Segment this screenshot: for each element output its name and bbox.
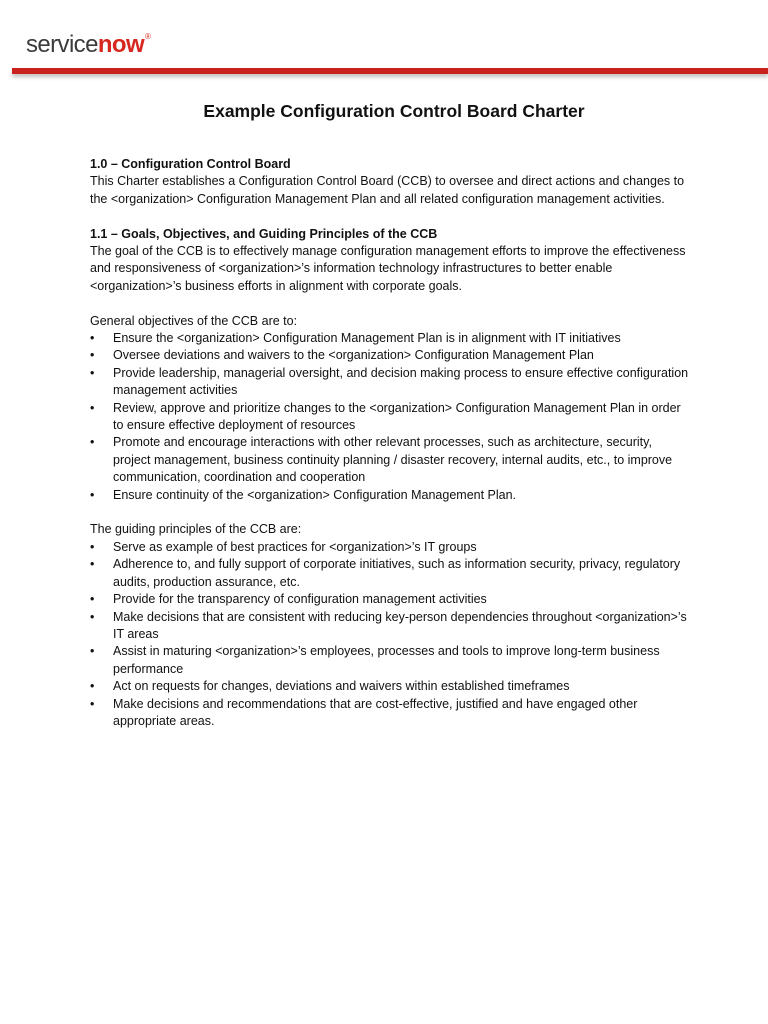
servicenow-logo	[26, 33, 150, 57]
principles-block	[90, 521, 690, 730]
objectives-list	[90, 330, 690, 504]
list-item	[90, 487, 690, 504]
list-item	[90, 539, 690, 556]
list-item-text: Assist in maturing <organization>’s employees, processes and tools to improve long-term business performance	[113, 644, 660, 676]
bullet-icon: •	[90, 696, 95, 711]
section-ccb	[90, 156, 690, 208]
bullet-icon: •	[90, 644, 95, 659]
bullet-icon: •	[90, 557, 95, 572]
bullet-icon: •	[90, 331, 95, 346]
objectives-block	[90, 313, 690, 504]
list-item-text: Oversee deviations and waivers to the <organization> Configuration Management Plan	[113, 348, 594, 363]
page-header	[0, 0, 768, 76]
list-item	[90, 347, 690, 364]
principles-intro: The guiding principles of the CCB are:	[90, 522, 302, 537]
bullet-icon: •	[90, 679, 95, 694]
header-divider	[12, 68, 768, 74]
list-item-text: Make decisions and recommendations that are cost-effective, justified and have engaged other appropriate areas.	[113, 696, 638, 728]
list-item-text: Review, approve and prioritize changes to the <organization> Configuration Management Plan in order to ensure effective deployment of resources	[113, 400, 681, 433]
logo-registered-mark: ®	[145, 32, 151, 41]
list-item-text: Ensure continuity of the <organization> Configuration Management Plan.	[113, 487, 517, 502]
list-item	[90, 556, 690, 591]
logo-service-text: service	[26, 31, 98, 58]
bullet-icon: •	[90, 365, 95, 380]
principles-list	[90, 539, 690, 730]
bullet-icon: •	[90, 400, 95, 415]
list-item	[90, 643, 690, 678]
list-item	[90, 400, 690, 435]
logo-now-text: now	[97, 31, 145, 58]
list-item	[90, 330, 690, 347]
list-item-text: Adherence to, and fully support of corporate initiatives, such as information security, privacy, regulatory audits, production assurance, etc.	[113, 557, 681, 589]
section-goals	[90, 226, 690, 296]
list-item	[90, 609, 690, 644]
list-item-text: Make decisions that are consistent with reducing key-person dependencies throughout <organization>’s IT areas	[113, 609, 687, 641]
list-item-text: Provide leadership, managerial oversight, and decision making process to ensure effective configuration management activities	[113, 365, 689, 398]
section-heading: 1.1 – Goals, Objectives, and Guiding Principles of the CCB	[90, 226, 438, 241]
list-item-text: Serve as example of best practices for <organization>’s IT groups	[113, 539, 477, 554]
document-body	[90, 98, 690, 748]
list-item	[90, 434, 690, 486]
list-item-text: Provide for the transparency of configuration management activities	[113, 592, 487, 607]
list-item-text: Promote and encourage interactions with other relevant processes, such as architecture, security, project management, business continuity planning / disaster recovery, internal audits, etc., to improve communication, coordination and cooperation	[113, 435, 673, 485]
section-paragraph: The goal of the CCB is to effectively manage configuration management efforts to improve the effectiveness and responsiveness of <organization>’s information technology infrastructures to better enable <organization>’s business efforts in alignment with corporate goals.	[90, 244, 686, 293]
list-item	[90, 696, 690, 731]
section-paragraph: This Charter establishes a Configuration Control Board (CCB) to oversee and direct actions and changes to the <organization> Configuration Management Plan and all related configuration management activities.	[90, 174, 685, 206]
bullet-icon: •	[90, 609, 95, 624]
list-item	[90, 678, 690, 695]
section-heading: 1.0 – Configuration Control Board	[90, 157, 291, 171]
bullet-icon: •	[90, 539, 95, 554]
bullet-icon: •	[90, 348, 95, 363]
objectives-intro: General objectives of the CCB are to:	[90, 313, 298, 328]
list-item	[90, 591, 690, 608]
bullet-icon: •	[90, 592, 95, 607]
list-item-text: Ensure the <organization> Configuration Management Plan is in alignment with IT initiatives	[113, 331, 621, 346]
list-item	[90, 365, 690, 400]
bullet-icon: •	[90, 487, 95, 502]
document-title: Example Configuration Control Board Charter	[203, 101, 585, 121]
list-item-text: Act on requests for changes, deviations and waivers within established timeframes	[113, 679, 570, 694]
bullet-icon: •	[90, 435, 95, 450]
